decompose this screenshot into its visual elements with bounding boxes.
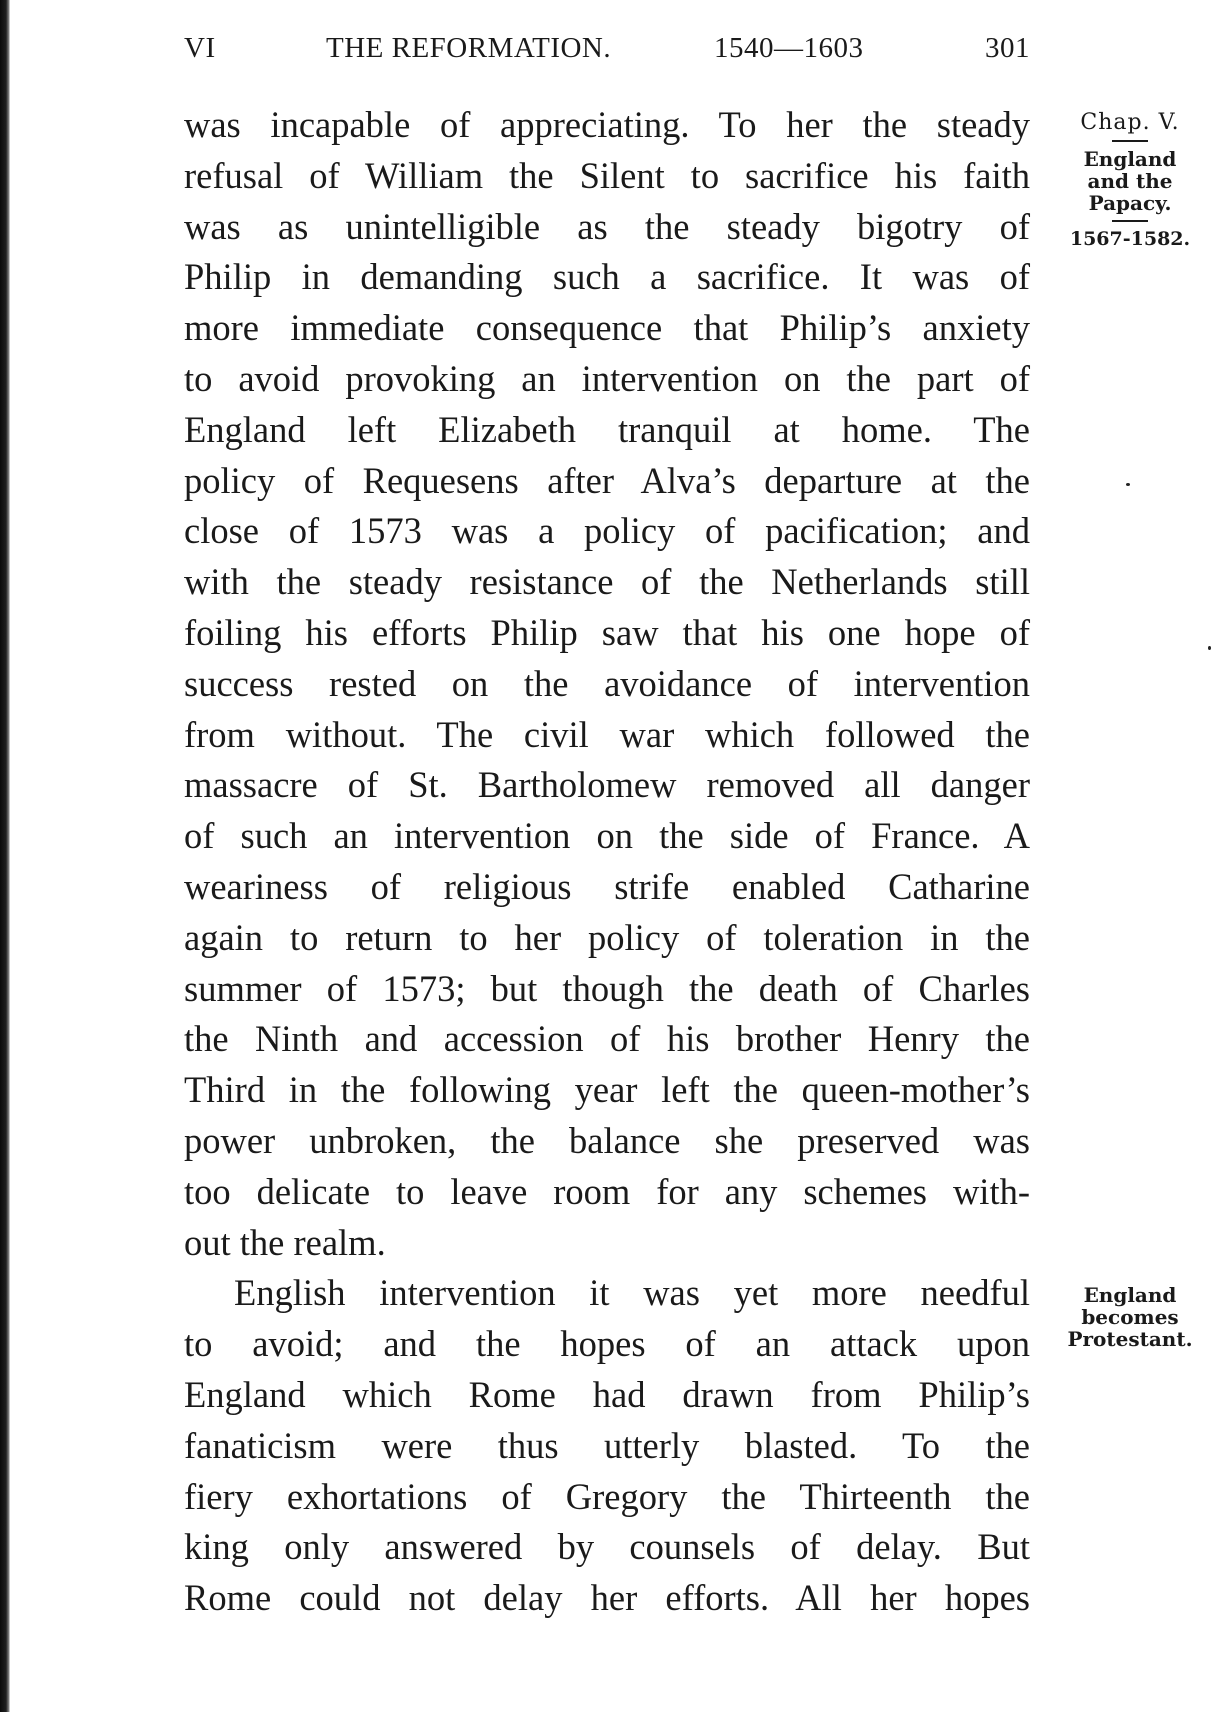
text-line: of such an intervention on the side of France. A bbox=[184, 815, 1030, 857]
margin-note-line: becomes bbox=[1081, 1305, 1179, 1329]
text-line: from without. The civil war which followed the bbox=[184, 713, 1030, 755]
margin-note-heading-line: Papacy. bbox=[1088, 191, 1172, 215]
text-line: with the steady resistance of the Netherlands still bbox=[184, 561, 1030, 603]
margin-note-protestant bbox=[1055, 1284, 1205, 1350]
text-line: summer of 1573; but though the death of Charles bbox=[184, 967, 1030, 1009]
text-line: fanaticism were thus utterly blasted. To the bbox=[184, 1424, 1030, 1466]
page-number: 301 bbox=[985, 32, 1030, 64]
text-line: England left Elizabeth tranquil at home. The bbox=[184, 408, 1030, 450]
text-line: England which Rome had drawn from Philip’s bbox=[184, 1373, 1030, 1415]
margin-note-chapter bbox=[1055, 112, 1205, 250]
running-head-title: THE REFORMATION. bbox=[326, 32, 612, 64]
text-line: policy of Requesens after Alva’s departure at the bbox=[184, 459, 1030, 501]
text-line: massacre of St. Bartholomew removed all danger bbox=[184, 764, 1030, 806]
page-spine-edge bbox=[0, 0, 10, 1712]
text-line: too delicate to leave room for any schemes with- bbox=[184, 1170, 1030, 1212]
text-line: to avoid; and the hopes of an attack upon bbox=[184, 1323, 1030, 1365]
text-line: to avoid provoking an intervention on the part of bbox=[184, 357, 1030, 399]
text-line: more immediate consequence that Philip’s anxiety bbox=[184, 307, 1030, 349]
text-line: Rome could not delay her efforts. All her hopes bbox=[184, 1577, 1030, 1619]
margin-note-heading-line: and the bbox=[1087, 169, 1173, 193]
margin-note-line: England bbox=[1083, 1283, 1177, 1307]
text-line: was as unintelligible as the steady bigotry of bbox=[184, 205, 1030, 247]
text-line: foiling his efforts Philip saw that his one hope of bbox=[184, 611, 1030, 653]
text-line: out the realm. bbox=[184, 1221, 386, 1263]
running-head-years: 1540—1603 bbox=[714, 32, 864, 64]
text-line: fiery exhortations of Gregory the Thirteenth the bbox=[184, 1475, 1030, 1517]
text-line: success rested on the avoidance of intervention bbox=[184, 662, 1030, 704]
margin-note-chapter-label: Chap. V. bbox=[1080, 110, 1180, 135]
text-line: again to return to her policy of toleration in the bbox=[184, 916, 1030, 958]
ink-speck bbox=[1126, 483, 1130, 486]
paragraph-2 bbox=[184, 1268, 1030, 1624]
ink-speck bbox=[1208, 646, 1211, 650]
text-line: Third in the following year left the queen-mother’s bbox=[184, 1069, 1030, 1111]
text-line: was incapable of appreciating. To her the steady bbox=[184, 104, 1030, 145]
body-text bbox=[184, 100, 1030, 1624]
text-line: power unbroken, the balance she preserved was bbox=[184, 1119, 1030, 1161]
running-head bbox=[184, 32, 1030, 72]
paragraph-1 bbox=[184, 100, 1030, 1268]
margin-note-heading-line: England bbox=[1083, 147, 1177, 171]
margin-note-rule bbox=[1112, 220, 1148, 222]
margin-note-line: Protestant. bbox=[1067, 1327, 1193, 1351]
text-line: the Ninth and accession of his brother Henry the bbox=[184, 1018, 1030, 1060]
text-line: king only answered by counsels of delay. But bbox=[184, 1526, 1030, 1568]
text-line: English intervention it was yet more needful bbox=[234, 1272, 1030, 1314]
text-line: close of 1573 was a policy of pacification; and bbox=[184, 510, 1030, 552]
text-line: refusal of William the Silent to sacrifice his faith bbox=[184, 154, 1030, 196]
text-line: Philip in demanding such a sacrifice. It was of bbox=[184, 256, 1030, 298]
margin-note-rule bbox=[1112, 140, 1148, 142]
running-head-chapter: VI bbox=[184, 32, 216, 64]
margin-note-dates: 1567-1582. bbox=[1069, 228, 1191, 250]
text-line: weariness of religious strife enabled Catharine bbox=[184, 865, 1030, 907]
